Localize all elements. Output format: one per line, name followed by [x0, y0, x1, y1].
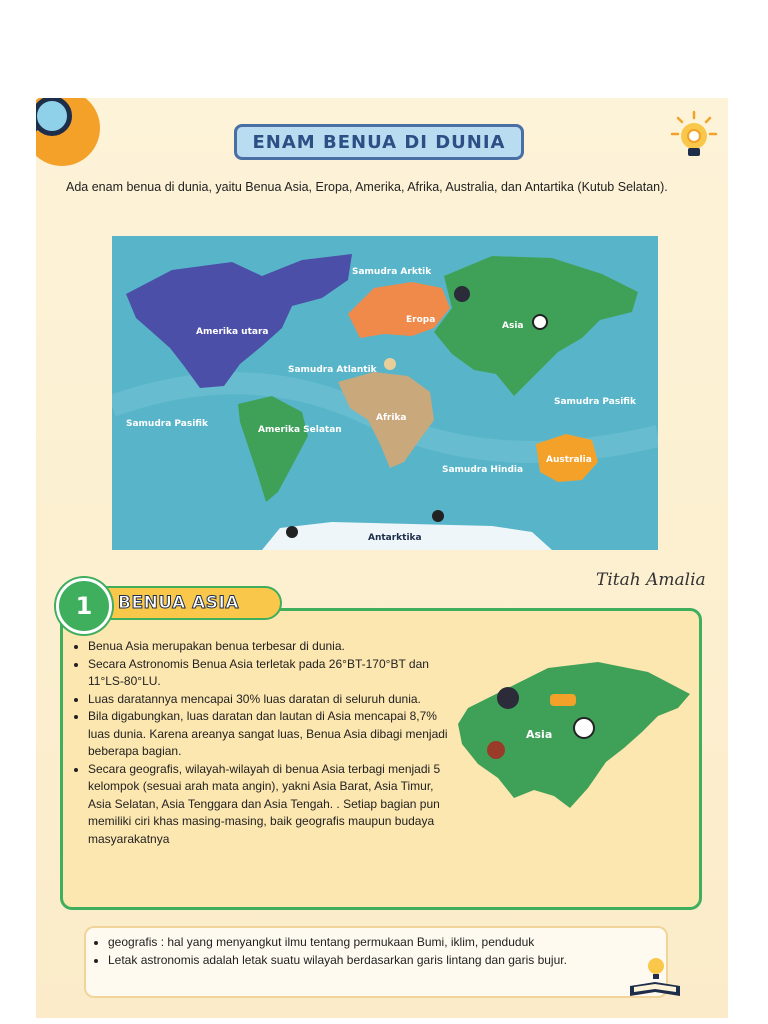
- page-title: ENAM BENUA DI DUNIA: [252, 131, 506, 153]
- section-number: 1: [75, 592, 93, 620]
- label-antarktika: Antarktika: [368, 533, 422, 543]
- list-item: • Secara Astronomis Benua Asia terletak pada 26°BT-170°BT dan 11°LS-80°LU.: [88, 656, 458, 691]
- asia-facts-list: [74, 638, 458, 848]
- lightbulb-icon: [670, 110, 718, 164]
- label-atlantik: Samudra Atlantik: [288, 365, 377, 375]
- list-item: • Secara geografis, wilayah-wilayah di benua Asia terbagi menjadi 5 kelompok (sesuai arah mata angin), yakni Asia Barat, Asia Timur, Asia Selatan, Asia Tenggara dan Asia Tengah. . Setiap bagian pun memiliki ciri khas masing-masing, baik geografis maupun budaya masyarakatnya: [88, 761, 458, 849]
- asia-map: [428, 638, 698, 838]
- label-australia: Australia: [546, 455, 592, 465]
- section-title: BENUA ASIA: [118, 593, 240, 613]
- asia-continent-shape: [458, 662, 690, 808]
- magnifier-badge: [36, 98, 100, 166]
- worksheet-page: [36, 98, 728, 1018]
- label-amerika-utara: Amerika utara: [196, 327, 269, 337]
- label-amerika-selatan: Amerika Selatan: [258, 425, 342, 435]
- volcano-icon: [487, 741, 505, 759]
- label-afrika: Afrika: [376, 413, 407, 423]
- label-arktik: Samudra Arktik: [352, 267, 432, 277]
- label-pasifik-left: Samudra Pasifik: [126, 419, 208, 429]
- list-item: • Luas daratannya mencapai 30% luas daratan di seluruh dunia.: [88, 691, 458, 709]
- magnifying-glass-icon: [36, 98, 72, 136]
- asia-map-label: Asia: [526, 728, 553, 741]
- gorilla-icon: [497, 687, 519, 709]
- section-title-banner: [94, 586, 282, 620]
- section-number-badge: [56, 578, 112, 634]
- list-item: • Letak astronomis adalah letak suatu wilayah berdasarkan garis lintang dan garis bujur.: [108, 952, 664, 970]
- label-hindia: Samudra Hindia: [442, 465, 524, 475]
- list-item: • Benua Asia merupakan benua terbesar di dunia.: [88, 638, 458, 656]
- author-signature: Titah Amalia: [596, 570, 706, 590]
- list-item: • geografis : hal yang menyangkut ilmu tentang permukaan Bumi, iklim, penduduk: [108, 934, 664, 952]
- label-pasifik-right: Samudra Pasifik: [554, 397, 636, 407]
- panda-icon: [574, 718, 594, 738]
- book-lightbulb-icon: [626, 956, 684, 1000]
- world-map: [112, 236, 658, 550]
- label-asia: Asia: [502, 321, 524, 331]
- tiger-icon: [550, 694, 576, 706]
- label-eropa: Eropa: [406, 315, 436, 325]
- list-item: • Bila digabungkan, luas daratan dan lautan di Asia mencapai 8,7% luas dunia. Karena areanya sangat luas, Benua Asia dibagi menjadi beberapa bagian.: [88, 708, 458, 761]
- page-title-box: [234, 124, 524, 160]
- intro-paragraph: Ada enam benua di dunia, yaitu Benua Asia, Eropa, Amerika, Afrika, Australia, dan Antartika (Kutub Selatan).: [66, 180, 668, 194]
- glossary-list: [94, 934, 664, 969]
